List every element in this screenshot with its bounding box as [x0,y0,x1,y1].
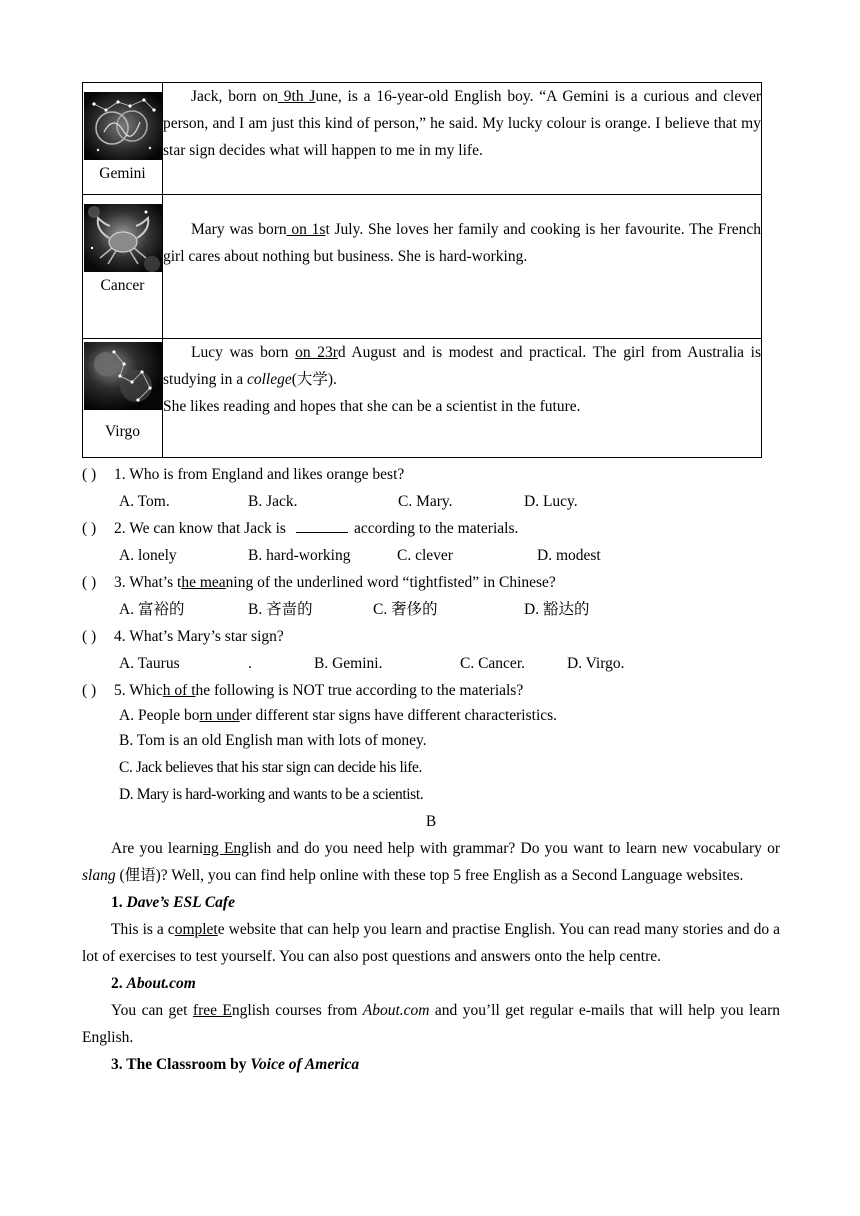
star-sign-table [82,82,762,458]
site-desc-1: This is a complete website that can help you learn and practise English. You can read many stories and do a lot of exercises to test yourself. You can also post questions and answers onto the help centre. [82,921,780,965]
option-4d: D. Virgo. [567,655,625,672]
site-heading-2: 2. About.com [111,975,196,992]
option-3a: A. 富裕的 [119,601,185,618]
option-3b: B. 吝啬的 [248,601,313,618]
question-5: ( ) 5. Which of the following is NOT true according to the materials? [82,677,780,704]
virgo-paragraph: Lucy was born on 23rd August and is modest and practical. The girl from Australia is studying in a college(大学). [163,344,761,388]
option-2b: B. hard-working [248,547,351,564]
option-4b: B. Gemini. [314,655,383,672]
options-4 [82,650,780,677]
sign-name-cancer: Cancer [100,277,145,294]
option-2c: C. clever [397,547,453,564]
stray-dot: . [248,655,252,672]
option-1d: D. Lucy. [524,493,578,510]
option-1b: B. Jack. [248,493,298,510]
questions [82,461,780,808]
gemini-paragraph: Jack, born on 9th June, is a 16-year-old English boy. “A Gemini is a curious and clever person, and I am just this kind of person,” he said. My lucky colour is orange. I believe that my star sign decides what will happen to me in my life. [163,88,762,159]
document-page [82,82,780,1078]
sign-row-virgo [83,339,762,458]
answer-blank-1[interactable]: ( ) [82,466,97,483]
option-5d: D. Mary is hard-working and wants to be a scientist. [119,786,424,803]
option-5a: A. People born under different star signs have different characteristics. [119,707,558,724]
section-b-label: B [425,813,437,830]
option-5c: C. Jack believes that his star sign can decide his life. [119,759,423,776]
virgo-constellation-icon [84,342,162,410]
option-1c: C. Mary. [398,493,453,510]
option-3c: C. 奢侈的 [373,601,438,618]
sign-name-gemini: Gemini [99,165,146,182]
site-heading-1: 1. Dave’s ESL Cafe [111,894,235,911]
answer-blank-3[interactable]: ( ) [82,574,97,591]
option-3d: D. 豁达的 [524,601,590,618]
answer-blank-5[interactable]: ( ) [82,682,97,699]
fill-in-blank [296,518,348,533]
option-4c: C. Cancer. [460,655,525,672]
options-1 [82,488,780,515]
site-heading-3: 3. The Classroom by Voice of America [111,1056,360,1073]
site-desc-2: You can get free English courses from About.com and you’ll get regular e-mails that will help you learn English. [82,1002,780,1046]
option-4a: A. Taurus [119,655,180,672]
question-3: ( ) 3. What’s the meaning of the underlined word “tightfisted” in Chinese? [82,569,780,596]
option-5b: B. Tom is an old English man with lots of money. [119,732,427,749]
answer-blank-4[interactable]: ( ) [82,628,97,645]
section-b-intro: Are you learning English and do you need help with grammar? Do you want to learn new vocabulary or slang (俚语)? Well, you can find help online with these top 5 free English as a Second Language websites. [82,840,780,884]
sign-row-gemini [83,83,762,195]
gemini-constellation-icon [84,92,162,160]
option-2d: D. modest [537,547,601,564]
cancer-paragraph: Mary was born on 1st July. She loves her family and cooking is her favourite. The French girl cares about nothing but business. She is hard-working. [163,221,761,265]
option-1a: A. Tom. [119,493,170,510]
answer-blank-2[interactable]: ( ) [82,520,97,537]
sign-row-cancer [83,195,762,339]
question-4: ( ) 4. What’s Mary’s star sign? [82,623,780,650]
options-2 [82,542,780,569]
sign-name-virgo: Virgo [105,423,140,440]
virgo-paragraph-2: She likes reading and hopes that she can be a scientist in the future. [163,398,581,415]
option-2a: A. lonely [119,547,177,564]
question-1: ( ) 1. Who is from England and likes orange best? [82,461,780,488]
question-2: ( ) 2. We can know that Jack is according to the materials. [82,515,780,542]
cancer-crab-icon [84,204,162,272]
options-3 [82,596,780,623]
